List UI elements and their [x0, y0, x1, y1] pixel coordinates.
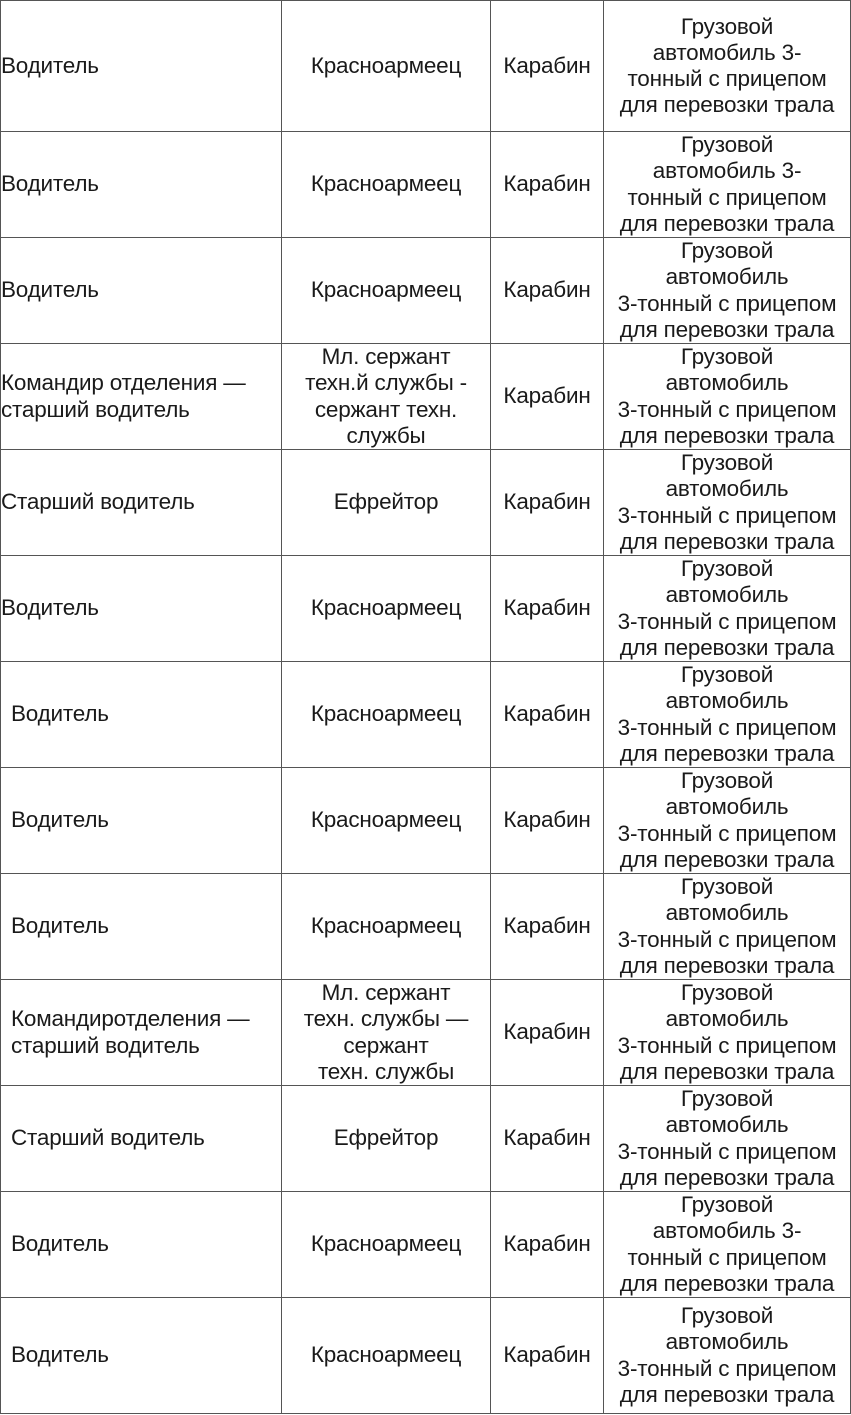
- weapon-cell: [491, 238, 604, 344]
- vehicle-text-line: Грузовой: [680, 450, 774, 476]
- position-text: Водитель: [1, 171, 99, 197]
- position-text: Водитель: [11, 1231, 109, 1257]
- vehicle-text-line: для перевозки трала: [619, 1270, 835, 1296]
- rank-text: Красноармеец: [310, 913, 462, 939]
- vehicle-text-line: для перевозки трала: [619, 846, 835, 872]
- vehicle-text-line: 3-тонный с прицепом: [617, 820, 837, 846]
- weapon-text: Карабин: [503, 171, 591, 197]
- rank-cell: [282, 556, 491, 662]
- vehicle-text-line: для перевозки трала: [619, 1164, 835, 1190]
- vehicle-text-line: автомобиль: [665, 582, 789, 608]
- vehicle-text-line: автомобиль: [665, 900, 789, 926]
- weapon-cell: [491, 662, 604, 768]
- rank-cell: [282, 662, 491, 768]
- weapon-cell: [491, 450, 604, 556]
- rank-cell: [282, 132, 491, 238]
- weapon-text: Карабин: [503, 1125, 591, 1151]
- rank-cell: [282, 768, 491, 874]
- vehicle-text-line: автомобиль: [665, 476, 789, 502]
- vehicle-cell: [604, 874, 851, 980]
- rank-cell: [282, 1086, 491, 1192]
- weapon-cell: [491, 768, 604, 874]
- table-row: [1, 662, 851, 768]
- weapon-text: Карабин: [503, 1019, 591, 1045]
- weapon-cell: [491, 1, 604, 132]
- rank-text: Ефрейтор: [333, 1125, 439, 1151]
- rank-text: Красноармеец: [310, 1342, 462, 1368]
- weapon-text: Карабин: [503, 913, 591, 939]
- vehicle-cell: [604, 556, 851, 662]
- rank-cell: [282, 1, 491, 132]
- rank-cell: [282, 980, 491, 1086]
- vehicle-cell: [604, 662, 851, 768]
- table-row: [1, 1, 851, 132]
- rank-cell: [282, 344, 491, 450]
- table-row: [1, 980, 851, 1086]
- vehicle-text-line: автомобиль 3-: [652, 1218, 802, 1244]
- table-row: [1, 344, 851, 450]
- vehicle-text-line: для перевозки трала: [619, 316, 835, 342]
- position-text: старший водитель: [1, 396, 190, 422]
- vehicle-text-line: автомобиль: [665, 370, 789, 396]
- vehicle-text-line: 3-тонный с прицепом: [617, 926, 837, 952]
- vehicle-cell: [604, 980, 851, 1086]
- position-cell: [1, 662, 282, 768]
- rank-text: техн. службы —: [303, 1006, 469, 1032]
- vehicle-text-line: тонный с прицепом: [627, 184, 827, 210]
- vehicle-cell: [604, 450, 851, 556]
- vehicle-text-line: Грузовой: [680, 874, 774, 900]
- vehicle-text-line: для перевозки трала: [619, 634, 835, 660]
- vehicle-text-line: Грузовой: [680, 556, 774, 582]
- vehicle-text-line: 3-тонный с прицепом: [617, 714, 837, 740]
- rank-text: Красноармеец: [310, 701, 462, 727]
- vehicle-cell: [604, 238, 851, 344]
- vehicle-cell: [604, 344, 851, 450]
- rank-text: Красноармеец: [310, 52, 462, 78]
- rank-text: Красноармеец: [310, 595, 462, 621]
- table-row: [1, 450, 851, 556]
- weapon-cell: [491, 1192, 604, 1298]
- position-text: Водитель: [11, 701, 109, 727]
- vehicle-text-line: Грузовой: [680, 1303, 774, 1329]
- table-row: [1, 556, 851, 662]
- position-cell: [1, 344, 282, 450]
- vehicle-text-line: Грузовой: [680, 1086, 774, 1112]
- vehicle-text-line: 3-тонный с прицепом: [617, 1032, 837, 1058]
- position-cell: [1, 1, 282, 132]
- vehicle-text-line: автомобиль: [665, 1329, 789, 1355]
- vehicle-text-line: для перевозки трала: [619, 210, 835, 236]
- weapon-text: Карабин: [503, 52, 591, 78]
- position-text: старший водитель: [11, 1032, 200, 1058]
- position-cell: [1, 238, 282, 344]
- rank-text: техн.й службы -: [305, 370, 467, 396]
- vehicle-text-line: Грузовой: [680, 132, 774, 158]
- vehicle-cell: [604, 768, 851, 874]
- vehicle-text-line: Грузовой: [680, 238, 774, 264]
- table-row: [1, 1298, 851, 1414]
- vehicle-text-line: автомобиль 3-: [652, 39, 802, 65]
- position-cell: [1, 132, 282, 238]
- vehicle-text-line: автомобиль: [665, 1006, 789, 1032]
- vehicle-text-line: Грузовой: [680, 13, 774, 39]
- position-text: Командир отделения —: [1, 370, 246, 396]
- rank-text: Красноармеец: [310, 807, 462, 833]
- vehicle-cell: [604, 1086, 851, 1192]
- vehicle-text-line: автомобиль: [665, 1112, 789, 1138]
- table-row: [1, 132, 851, 238]
- staff-table-body: [1, 1, 851, 1414]
- vehicle-text-line: 3-тонный с прицепом: [617, 502, 837, 528]
- position-cell: [1, 1192, 282, 1298]
- position-cell: [1, 556, 282, 662]
- vehicle-text-line: тонный с прицепом: [627, 66, 827, 91]
- weapon-cell: [491, 344, 604, 450]
- vehicle-text-line: 3-тонный с прицепом: [617, 1355, 837, 1381]
- weapon-cell: [491, 1298, 604, 1414]
- rank-text: службы: [346, 422, 426, 448]
- weapon-text: Карабин: [503, 383, 591, 409]
- vehicle-text-line: автомобиль: [665, 264, 789, 290]
- vehicle-text-line: 3-тонный с прицепом: [617, 396, 837, 422]
- weapon-text: Карабин: [503, 1231, 591, 1257]
- weapon-text: Карабин: [503, 277, 591, 303]
- weapon-text: Карабин: [503, 701, 591, 727]
- weapon-cell: [491, 132, 604, 238]
- vehicle-text-line: Грузовой: [680, 1192, 774, 1218]
- rank-text: техн. службы: [317, 1058, 455, 1084]
- weapon-cell: [491, 874, 604, 980]
- rank-text: Ефрейтор: [333, 489, 439, 515]
- vehicle-text-line: 3-тонный с прицепом: [617, 1138, 837, 1164]
- weapon-text: Карабин: [503, 807, 591, 833]
- rank-cell: [282, 874, 491, 980]
- table-row: [1, 768, 851, 874]
- vehicle-text-line: 3-тонный с прицепом: [617, 608, 837, 634]
- rank-text: Мл. сержант: [321, 344, 451, 370]
- table-row: [1, 1192, 851, 1298]
- position-text: Водитель: [11, 913, 109, 939]
- rank-cell: [282, 1192, 491, 1298]
- position-cell: [1, 980, 282, 1086]
- weapon-text: Карабин: [503, 489, 591, 515]
- position-text: Водитель: [1, 595, 99, 621]
- position-text: Старший водитель: [11, 1125, 205, 1151]
- position-text: Командиротделения —: [11, 1006, 250, 1032]
- position-text: Водитель: [1, 277, 99, 303]
- position-cell: [1, 1298, 282, 1414]
- vehicle-text-line: для перевозки трала: [619, 952, 835, 978]
- vehicle-text-line: тонный с прицепом: [627, 1244, 827, 1270]
- rank-cell: [282, 238, 491, 344]
- table-row: [1, 238, 851, 344]
- vehicle-text-line: Грузовой: [680, 344, 774, 370]
- weapon-text: Карабин: [503, 595, 591, 621]
- vehicle-cell: [604, 1298, 851, 1414]
- position-text: Водитель: [11, 1342, 109, 1368]
- position-cell: [1, 768, 282, 874]
- rank-cell: [282, 450, 491, 556]
- position-cell: [1, 1086, 282, 1192]
- position-text: Водитель: [1, 52, 99, 78]
- vehicle-text-line: для перевозки трала: [619, 92, 835, 118]
- vehicle-text-line: для перевозки трала: [619, 1058, 835, 1084]
- vehicle-cell: [604, 132, 851, 238]
- vehicle-text-line: автомобиль: [665, 688, 789, 714]
- vehicle-cell: [604, 1192, 851, 1298]
- vehicle-text-line: Грузовой: [680, 980, 774, 1006]
- rank-text: Красноармеец: [310, 171, 462, 197]
- position-cell: [1, 874, 282, 980]
- rank-text: сержант техн.: [314, 396, 458, 422]
- weapon-cell: [491, 980, 604, 1086]
- vehicle-text-line: для перевозки трала: [619, 528, 835, 554]
- rank-cell: [282, 1298, 491, 1414]
- weapon-cell: [491, 1086, 604, 1192]
- vehicle-text-line: Грузовой: [680, 768, 774, 794]
- vehicle-text-line: автомобиль: [665, 794, 789, 820]
- vehicle-text-line: для перевозки трала: [619, 1381, 835, 1407]
- table-row: [1, 1086, 851, 1192]
- vehicle-text-line: для перевозки трала: [619, 422, 835, 448]
- position-text: Водитель: [11, 807, 109, 833]
- table-row: [1, 874, 851, 980]
- position-text: Старший водитель: [1, 489, 195, 515]
- vehicle-text-line: автомобиль 3-: [652, 158, 802, 184]
- rank-text: Красноармеец: [310, 277, 462, 303]
- rank-text: Красноармеец: [310, 1231, 462, 1257]
- rank-text: сержант: [343, 1032, 429, 1058]
- weapon-text: Карабин: [503, 1342, 591, 1368]
- vehicle-cell: [604, 1, 851, 132]
- vehicle-text-line: 3-тонный с прицепом: [617, 290, 837, 316]
- weapon-cell: [491, 556, 604, 662]
- position-cell: [1, 450, 282, 556]
- vehicle-text-line: Грузовой: [680, 662, 774, 688]
- rank-text: Мл. сержант: [321, 980, 451, 1006]
- vehicle-text-line: для перевозки трала: [619, 740, 835, 766]
